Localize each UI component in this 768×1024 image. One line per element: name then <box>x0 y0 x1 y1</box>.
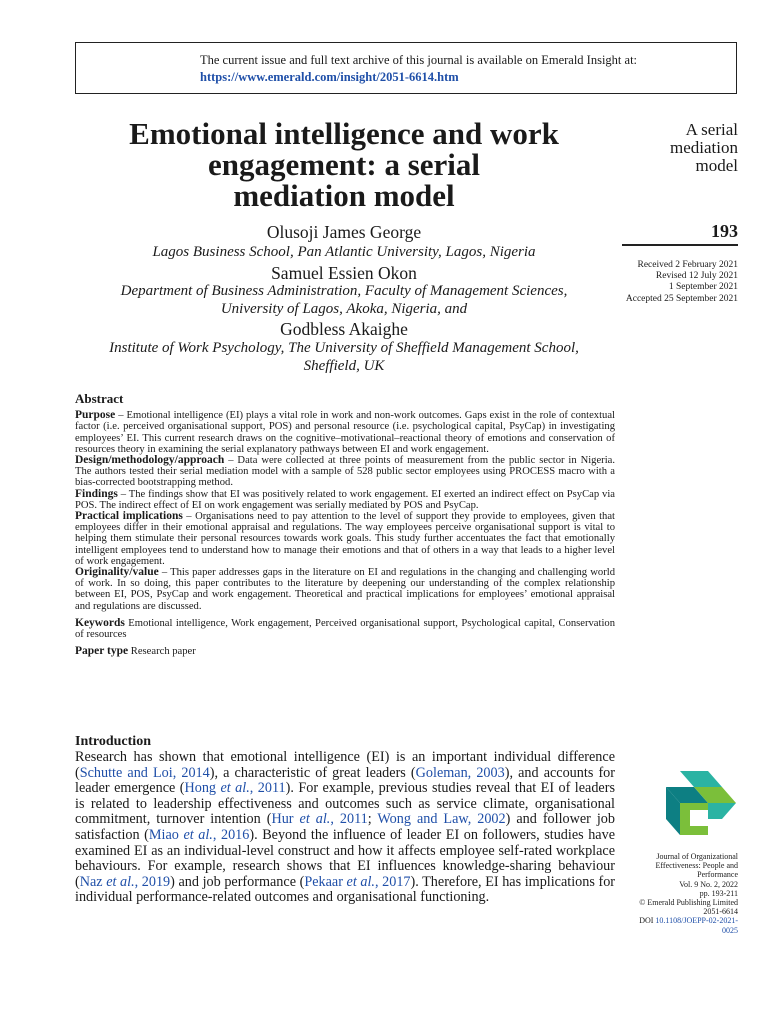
journal-notice-box <box>75 42 737 94</box>
author-affiliation: Department of Business Administration, Faculty of Management Sciences, University of Lagos, Akoka, Nigeria, and <box>120 283 568 317</box>
abstract-design: Design/methodology/approach – Data were collected at three points of measurement from the public sector in Nigeria. The authors tested their serial mediation model with a sample of 528 public sector employees using PROCESS macro with a bias-corrected bootstrapping method. <box>75 454 615 489</box>
citation-link[interactable]: Naz et al., 2019 <box>79 873 171 890</box>
introduction-section <box>75 734 615 906</box>
paper-type: Paper type Research paper <box>75 645 196 658</box>
journal-notice-text: The current issue and full text archive of this journal is available on Emerald Insight at: <box>200 53 638 67</box>
journal-info: Journal of Organizational Effectiveness: People and Performance Vol. 9 No. 2, 2022 pp. 193-211 © Emerald Publishing Limited 2051-6614 DOI 10.1108/JOEPP-02-2021-0025 <box>639 852 738 935</box>
citation-link[interactable]: Wong and Law, 2002 <box>377 811 506 828</box>
keywords: Keywords Emotional intelligence, Work engagement, Perceived organisational support, Psychological capital, Conservation of resources <box>75 616 615 641</box>
abstract-section <box>75 393 615 657</box>
running-title: A serial mediation model <box>670 120 738 175</box>
citation-link[interactable]: Hong et al., 2011 <box>184 780 286 797</box>
introduction-heading: Introduction <box>75 734 151 749</box>
citation-link[interactable]: Hur et al., 2011 <box>271 811 368 828</box>
abstract-practical-implications: Practical implications – Organisations need to pay attention to the level of support they provide to employees, given that employees differ in their emotional appraisal and regulations. The way employees perceive organisational support is vital to helping them stimulate their personal resources towards work goals. This study further accentuates the fact that emotionally intelligent employees tend to understand how to manage their emotions and that of others in a way that leads to a higher level of work engagement. <box>75 510 615 567</box>
journal-archive-link[interactable]: https://www.emerald.com/insight/2051-6614.htm <box>200 70 459 84</box>
article-history-dates: Received 2 February 2021 Revised 12 July 2021 1 September 2021 Accepted 25 September 2021 <box>625 260 738 304</box>
article-title: Emotional intelligence and work engagement: a serial mediation model <box>129 116 559 213</box>
page-number: 193 <box>711 221 738 241</box>
author-name: Godbless Akaighe <box>280 319 408 339</box>
citation-link[interactable]: Goleman, 2003 <box>415 764 505 781</box>
author-affiliation: Lagos Business School, Pan Atlantic University, Lagos, Nigeria <box>152 244 536 260</box>
introduction-paragraph: Research has shown that emotional intelligence (EI) is an important individual difference (Schutte and Loi, 2014), a characteristic of great leaders (Goleman, 2003), and accounts for leader emergence (Hong et al., 2011). For example, previous studies reveal that EI of leaders is related to leadership effectiveness and outcomes such as service climate, organisational commitment, turnover intention (Hur et al., 2011; Wong and Law, 2002) and follower job satisfaction (Miao et al., 2016). Beyond the influence of leader EI on followers, studies have examined EI as an individual-level construct and how it affects employee self-rated workplace behaviours. For example, research shows that EI influences knowledge-sharing behaviour (Naz et al., 2019) and job performance (Pekaar et al., 2017). Therefore, EI has implications for individual performance-related outcomes and organisational functioning. <box>75 749 616 906</box>
citation-link[interactable]: Miao et al., 2016 <box>148 826 250 843</box>
doi-link[interactable]: 10.1108/JOEPP-02-2021-0025 <box>655 916 738 935</box>
abstract-findings: Findings – The findings show that EI was positively related to work engagement. EI exerted an indirect effect on PsyCap via POS. The indirect effect of EI on work engagement was serially mediated by POS and PsyCap. <box>75 487 615 511</box>
abstract-purpose: Purpose – Emotional intelligence (EI) plays a vital role in work and non-work outcomes. Gaps exist in the role of contextual factor (i.e. perceived organisational support, POS) and personal resource (i.e. psychological capital, PsyCap) in investigating employees’ EI. This current research draws on the cognitive–motivational–reactional theory of emotions and conservation of resources theory in examining the serial explanatory pathways between EI and work engagement. <box>75 409 615 455</box>
abstract-heading: Abstract <box>75 391 124 406</box>
abstract-originality: Originality/value – This paper addresses gaps in the literature on EI and regulations in the changing and challenging world of work. In so doing, this paper contributes to the literature by deepening our understanding of the complex relationship between EI, POS, PsyCap and work engagement. Theoretical and practical implications for employees’ emotional appraisal and regulations are discussed. <box>75 566 615 612</box>
citation-link[interactable]: Pekaar et al., 2017 <box>304 873 411 890</box>
divider <box>622 244 738 246</box>
author-name: Samuel Essien Okon <box>271 263 417 283</box>
author-name: Olusoji James George <box>266 222 422 242</box>
author-affiliation: Institute of Work Psychology, The University of Sheffield Management School, Sheffield, UK <box>109 340 579 374</box>
citation-link[interactable]: Schutte and Loi, 2014 <box>79 764 210 781</box>
journal-logo-icon <box>650 768 742 838</box>
